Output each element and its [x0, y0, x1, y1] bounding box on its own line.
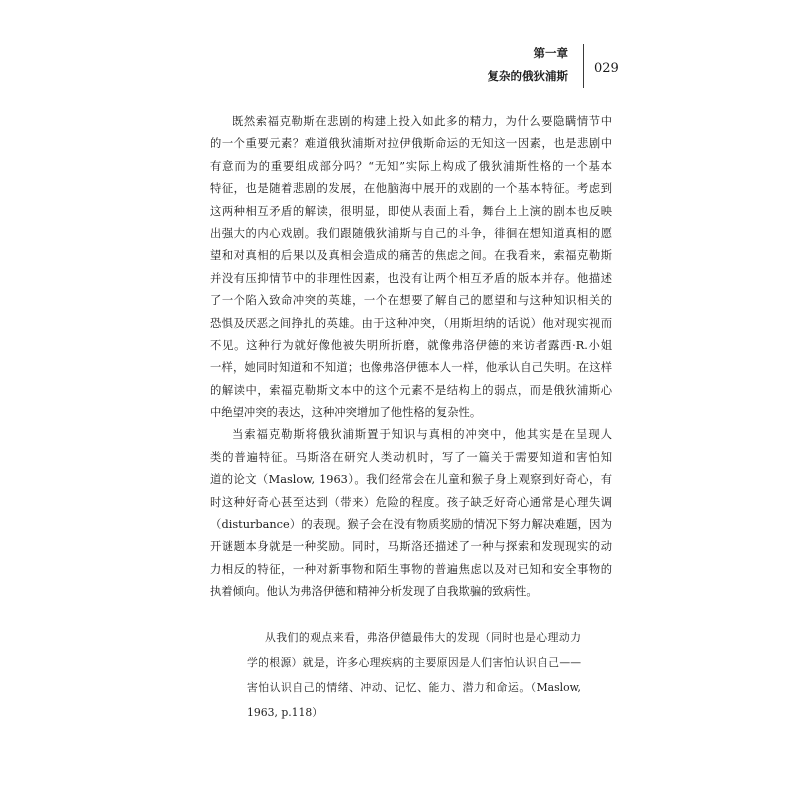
- text-line: 的一个重要元素？难道俄狄浦斯对拉伊俄斯命运的无知这一因素，也是悲剧中: [210, 137, 612, 151]
- text-line: 道的论文（Maslow, 1963）。我们经常会在儿童和猴子身上观察到好奇心，有: [210, 473, 612, 487]
- header-divider: [583, 44, 584, 88]
- text-line: 了一个陷入致命冲突的英雄，一个在想要了解自己的愿望和与这种知识相关的: [210, 294, 612, 308]
- page-number: 029: [594, 61, 619, 76]
- chapter-label: 第一章: [533, 46, 568, 60]
- text-line: （disturbance）的表现。猴子会在没有物质奖励的情况下努力解决难题，因为: [210, 518, 612, 532]
- text-line: 有意而为的重要组成部分吗？“无知”实际上构成了俄狄浦斯性格的一个基本: [210, 159, 612, 173]
- body-text: [210, 111, 612, 604]
- quote-line: 从我们的观点来看，弗洛伊德最伟大的发现（同时也是心理动力: [265, 631, 581, 644]
- text-line: 中绝望冲突的表达，这种冲突增加了他性格的复杂性。: [210, 406, 482, 420]
- text-line: 并没有压抑情节中的非理性因素，也没有让两个相互矛盾的版本并存。他描述: [210, 271, 612, 285]
- quote-line: 害怕认识自己的情绪、冲动、记忆、能力、潜力和命运。（Maslow,: [247, 681, 581, 694]
- text-line: 时这种好奇心甚至达到（带来）危险的程度。孩子缺乏好奇心通常是心理失调: [210, 495, 612, 509]
- text-line: 力相反的特征，一种对新事物和陌生事物的普遍焦虑以及对已知和安全事物的: [210, 562, 612, 576]
- text-line: 不见。这种行为就好像他被失明所折磨，就像弗洛伊德的来访者露西·R.小姐: [210, 338, 612, 352]
- text-line: 当索福克勒斯将俄狄浦斯置于知识与真相的冲突中，他其实是在呈现人: [232, 428, 612, 442]
- quote-line: 学的根源）就是，许多心理疾病的主要原因是人们害怕认识自己——: [247, 656, 581, 669]
- text-line: 既然索福克勒斯在悲剧的构建上投入如此多的精力，为什么要隐瞒情节中: [232, 115, 612, 128]
- text-line: 类的普遍特征。马斯洛在研究人类动机时，写了一篇关于需要知道和害怕知: [210, 450, 612, 464]
- text-line: 一样，她同时知道和不知道；也像弗洛伊德本人一样，他承认自己失明。在这样: [210, 361, 612, 375]
- block-quote: [247, 625, 581, 725]
- text-line: 执着倾向。他认为弗洛伊德和精神分析发现了自我欺骗的致病性。: [210, 585, 538, 599]
- quote-line: 1963, p.118）: [247, 706, 324, 719]
- paragraph: [210, 111, 612, 424]
- chapter-title: 复杂的俄狄浦斯: [487, 69, 568, 83]
- text-line: 的解读中，索福克勒斯文本中的这个元素不是结构上的弱点，而是俄狄浦斯心: [210, 383, 612, 397]
- text-line: 出强大的内心戏剧。我们跟随俄狄浦斯与自己的斗争，徘徊在想知道真相的愿: [210, 226, 612, 240]
- text-line: 这两种相互矛盾的解读，很明显，即使从表面上看，舞台上上演的剧本也反映: [210, 204, 612, 218]
- text-line: 望和对真相的后果以及真相会造成的痛苦的焦虑之间。在我看来，索福克勒斯: [210, 249, 612, 263]
- text-line: 开谜题本身就是一种奖励。同时，马斯洛还描述了一种与探索和发现现实的动: [210, 540, 612, 554]
- text-line: 特征，也是随着悲剧的发展，在他脑海中展开的戏剧的一个基本特征。考虑到: [210, 182, 612, 196]
- text-line: 恐惧及厌恶之间挣扎的英雄。由于这种冲突，（用斯坦纳的话说）他对现实视而: [210, 316, 612, 330]
- paragraph: [210, 424, 612, 603]
